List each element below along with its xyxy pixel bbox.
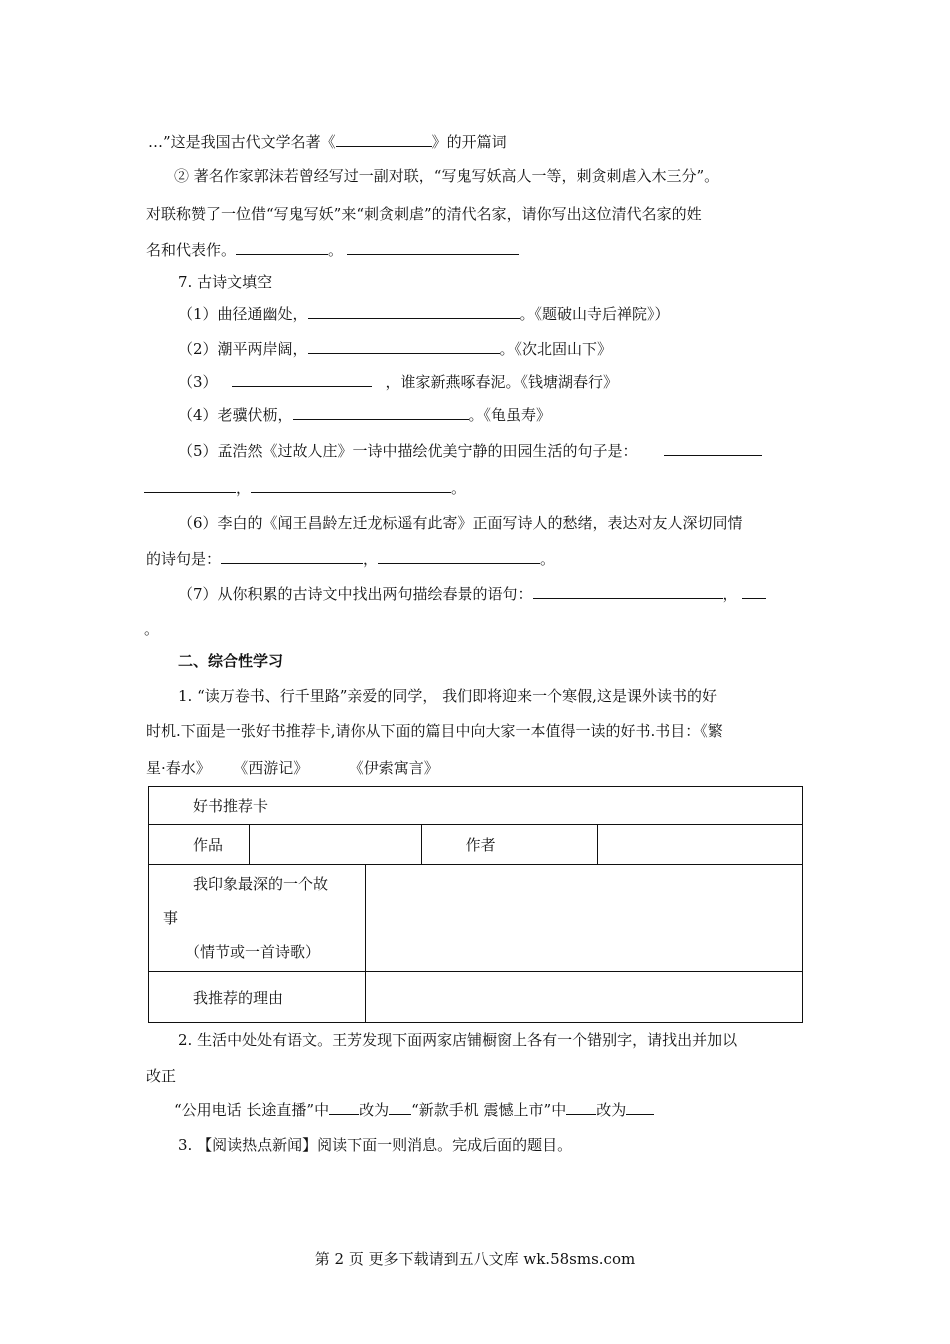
text: 。《次北固山下》 <box>499 340 613 358</box>
s2-line-2: 改正 <box>146 1067 177 1085</box>
text: 。 <box>451 479 467 497</box>
text: （7）从你积累的古诗文中找出两句描绘春景的语句： <box>178 585 533 603</box>
text: 。 <box>540 550 556 568</box>
answer-blank[interactable] <box>533 584 723 599</box>
story-label-1: 我印象最深的一个故 <box>193 875 329 893</box>
s1-line-3 <box>146 758 439 778</box>
text: “新款手机 震憾上市”中 <box>411 1101 567 1119</box>
text: （2）潮平两岸阔， <box>178 340 308 358</box>
text: 。 <box>328 241 344 259</box>
s1-line-1: 1. “读万卷书、行千里路”亲爱的同学， 我们即将迎来一个寒假,这是课外读书的好 <box>178 687 717 705</box>
text: ， <box>722 585 738 603</box>
book-2: 《西游记》 <box>240 759 309 777</box>
answer-blank[interactable] <box>742 584 766 599</box>
card-title-cell <box>149 787 803 825</box>
line-couplet: ② 著名作家郭沫若曾经写过一副对联，“写鬼写妖高人一等，刺贪刺虐入木三分”。 <box>174 167 720 185</box>
story-input-cell[interactable] <box>365 865 802 972</box>
answer-blank[interactable] <box>232 372 372 387</box>
q7-item-3 <box>178 372 618 392</box>
q7-item-5 <box>178 441 762 461</box>
book-3: 《伊索寓言》 <box>356 759 439 777</box>
text: （1）曲径通幽处， <box>178 305 308 323</box>
answer-blank[interactable] <box>329 1100 359 1115</box>
reason-input-cell[interactable] <box>365 972 802 1023</box>
answer-blank[interactable] <box>378 549 540 564</box>
book-recommendation-card <box>148 786 803 1023</box>
text: …”这是我国古代文学名著《 <box>148 133 336 151</box>
story-label-cell <box>149 865 366 972</box>
q7-item-2 <box>178 339 612 359</box>
text: ， <box>236 479 252 497</box>
author-label: 作者 <box>465 836 496 854</box>
s3-line: 3. 【阅读热点新闻】阅读下面一则消息。完成后面的题目。 <box>178 1136 573 1154</box>
text: 》的开篇词 <box>431 133 507 151</box>
text: ， <box>363 550 379 568</box>
answer-blank[interactable] <box>626 1100 654 1115</box>
text: （5）孟浩然《过故人庄》一诗中描绘优美宁静的田园生活的句子是： <box>178 442 638 460</box>
s2-line-3 <box>174 1100 654 1120</box>
work-label-cell <box>149 825 250 865</box>
q7-item-4 <box>178 405 551 425</box>
answer-blank[interactable] <box>664 441 762 456</box>
answer-blank[interactable] <box>308 304 520 319</box>
text: （4）老骥伏枥， <box>178 406 293 424</box>
answer-blank[interactable] <box>221 549 363 564</box>
text: 改为 <box>596 1101 627 1119</box>
answer-blank[interactable] <box>336 132 432 147</box>
reason-label: 我推荐的理由 <box>193 988 284 1007</box>
story-label-2: 事 <box>163 909 179 927</box>
story-label-3: （情节或一首诗歌） <box>185 943 321 961</box>
answer-blank[interactable] <box>308 339 500 354</box>
q7-item-1 <box>178 304 670 324</box>
text: ，谁家新燕啄春泥。《钱塘湖春行》 <box>385 373 619 391</box>
q7-item-6-cont <box>146 549 555 569</box>
text: “公用电话 长途直播”中 <box>174 1101 330 1119</box>
text: 。《题破山寺后禅院》） <box>519 305 670 323</box>
page-footer: 第 2 页 更多下载请到五八文库 wk.58sms.com <box>314 1250 636 1268</box>
line-author-works <box>146 240 519 260</box>
author-input-cell[interactable] <box>598 825 803 865</box>
q7-item-7 <box>178 584 766 604</box>
answer-blank[interactable] <box>389 1100 411 1115</box>
card-title: 好书推荐卡 <box>193 797 269 815</box>
s2-line-1: 2. 生活中处处有语文。王芳发现下面两家店铺橱窗上各有一个错别字，请找出并加以 <box>178 1031 738 1049</box>
text: 改为 <box>359 1101 390 1119</box>
text: （3） <box>178 373 218 391</box>
text: 名和代表作。 <box>146 241 237 259</box>
q7-item-6: （6）李白的《闻王昌龄左迁龙标遥有此寄》正面写诗人的愁绪，表达对友人深切同情 <box>178 514 743 532</box>
text: 。《龟虽寿》 <box>468 406 552 424</box>
answer-blank[interactable] <box>251 478 451 493</box>
q7-title: 7. 古诗文填空 <box>178 273 273 291</box>
line-classic-opening <box>148 132 507 152</box>
book-1: 星·春水》 <box>146 759 211 777</box>
answer-blank[interactable] <box>566 1100 596 1115</box>
q7-item-5-cont <box>144 478 466 498</box>
reason-label-cell <box>149 972 366 1023</box>
author-label-cell <box>421 825 598 865</box>
answer-blank[interactable] <box>347 240 519 255</box>
s1-line-2: 时机.下面是一张好书推荐卡,请你从下面的篇目中向大家一本值得一读的好书.书目：《繁 <box>146 722 723 740</box>
text: 的诗句是： <box>146 550 222 568</box>
answer-blank[interactable] <box>236 240 328 255</box>
section-2-heading: 二、综合性学习 <box>178 652 284 670</box>
work-label: 作品 <box>193 836 224 854</box>
line-couplet-cont: 对联称赞了一位借“写鬼写妖”来“刺贪刺虐”的清代名家，请你写出这位清代名家的姓 <box>146 205 702 223</box>
work-input-cell[interactable] <box>249 825 421 865</box>
answer-blank[interactable] <box>144 478 236 493</box>
q7-item-7-cont: 。 <box>144 620 160 638</box>
answer-blank[interactable] <box>293 405 469 420</box>
